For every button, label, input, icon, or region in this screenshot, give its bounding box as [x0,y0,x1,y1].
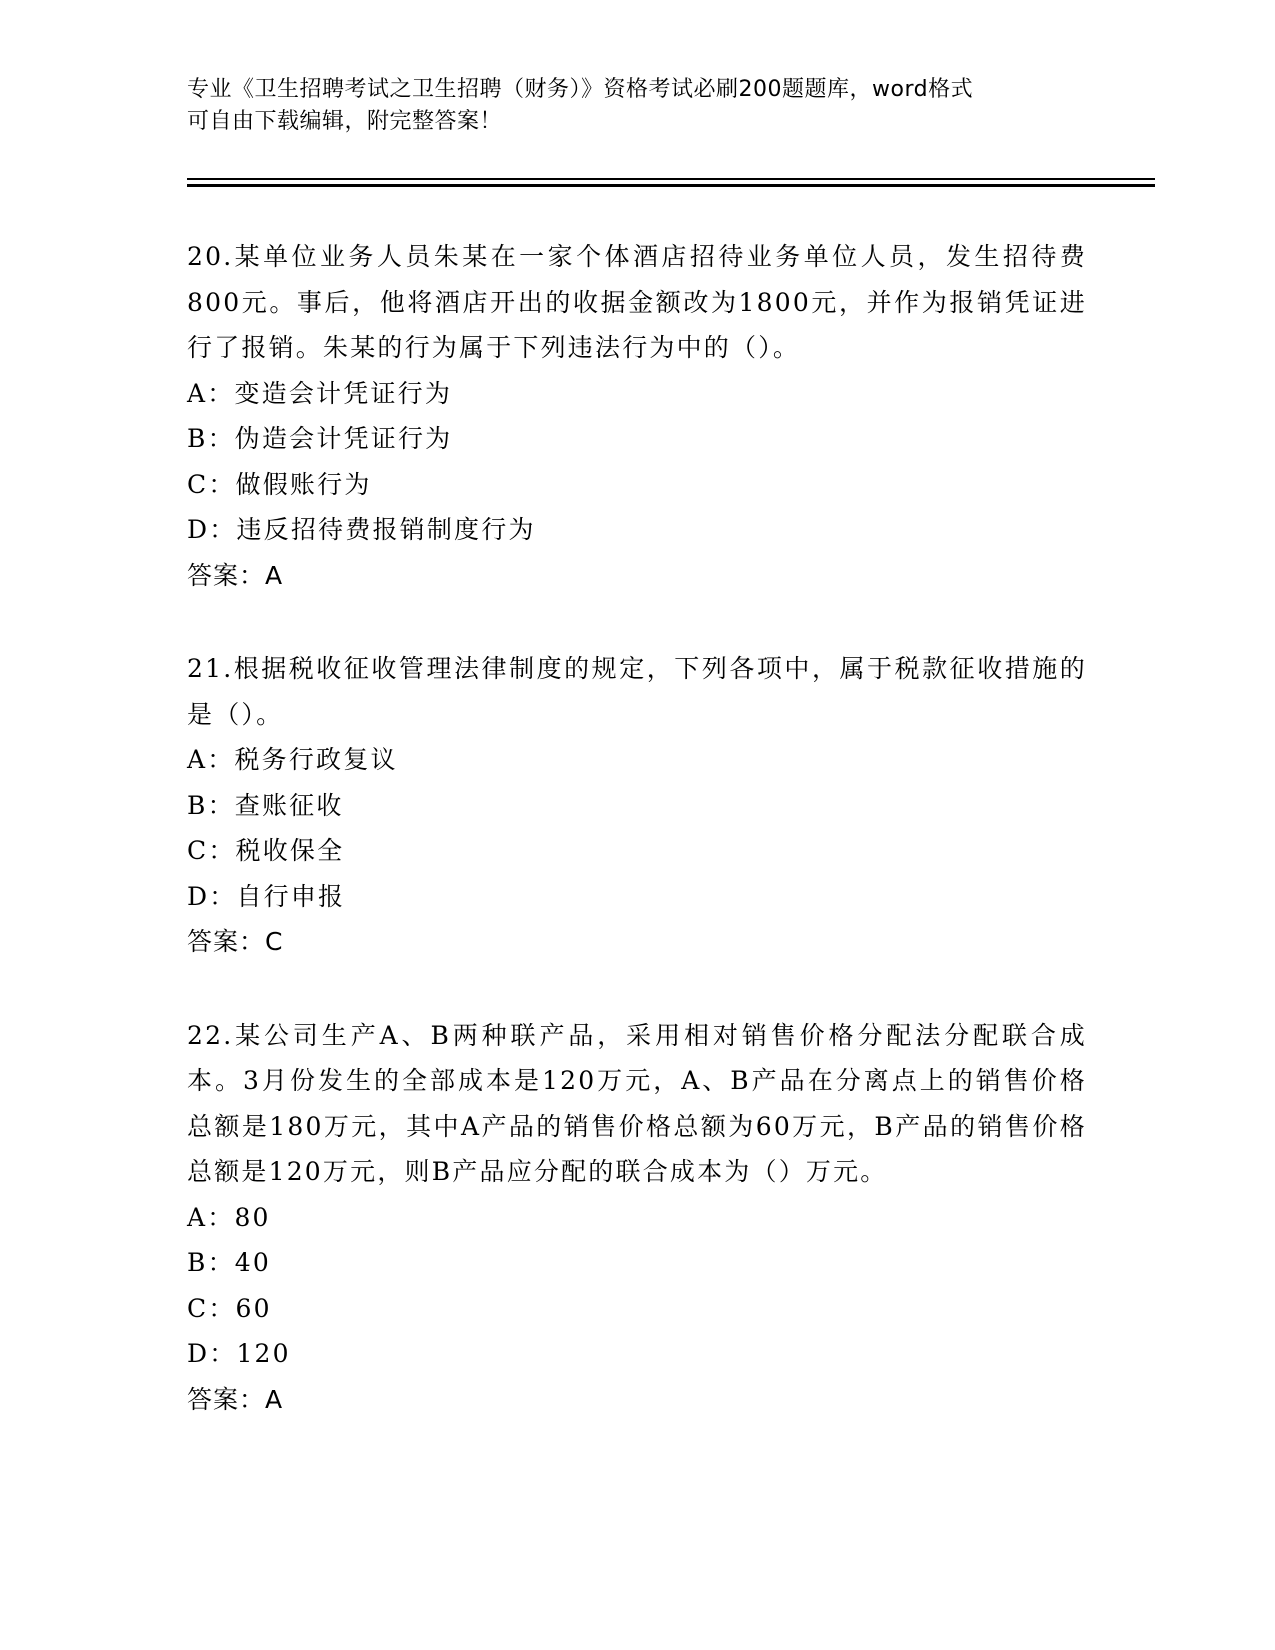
option-a: A：税务行政复议 [187,745,398,774]
option-b: B：伪造会计凭证行为 [187,424,453,453]
header-title-line-1: 专业《卫生招聘考试之卫生招聘（财务）》资格考试必刷200题题库，word格式 [187,77,974,102]
document-header [187,74,1067,138]
header-divider-thin [187,178,1155,180]
answer-label: 答案：A [187,560,284,590]
option-d: D：自行申报 [187,881,346,911]
question-item-22 [187,1013,1087,1423]
header-divider-thick [187,184,1155,187]
option-c: C：做假账行为 [187,469,372,499]
question-stem: 22.某公司生产A、B两种联产品，采用相对销售价格分配法分配联合成本。3月份发生的全部成本是120万元，A、B产品在分离点上的销售价格总额是180万元，其中A产品的销售价格总额为60万元，B产品的销售价格总额是120万元，则B产品应分配的联合成本为（）万元。 [187,1020,1087,1186]
option-c: C：税收保全 [187,836,345,865]
option-d: D：120 [187,1339,291,1368]
question-item-21 [187,646,1087,965]
option-b: B：查账征收 [187,790,344,820]
question-list [187,234,1087,1470]
answer-label: 答案：C [187,927,284,956]
question-item-20 [187,234,1087,598]
header-title-line-2: 可自由下载编辑，附完整答案！ [187,109,503,134]
option-a: A：80 [187,1202,271,1232]
option-d: D：违反招待费报销制度行为 [187,515,536,544]
option-a: A：变造会计凭证行为 [187,378,453,408]
question-stem: 21.根据税收征收管理法律制度的规定，下列各项中，属于税款征收措施的是（）。 [187,654,1087,729]
question-stem: 20.某单位业务人员朱某在一家个体酒店招待业务单位人员，发生招待费800元。事后，他将酒店开出的收据金额改为1800元，并作为报销凭证进行了报销。朱某的行为属于下列违法行为中的（）。 [187,242,1087,362]
option-c: C：60 [187,1293,272,1323]
option-b: B：40 [187,1248,271,1277]
answer-label: 答案：A [187,1384,284,1414]
